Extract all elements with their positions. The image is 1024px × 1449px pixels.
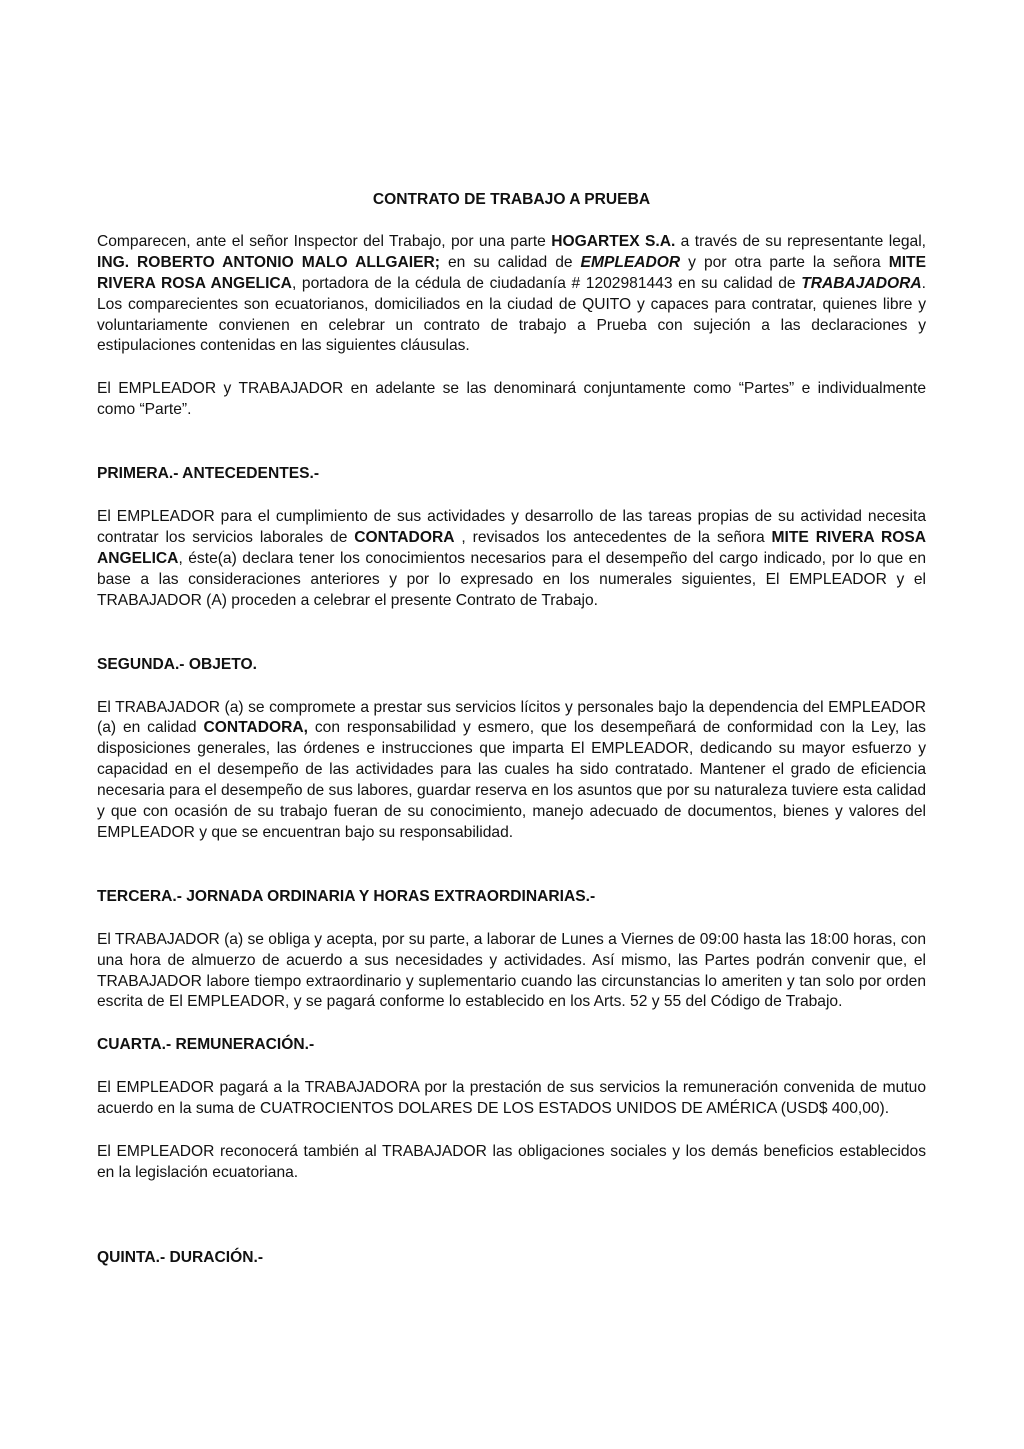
clause-heading-primera: PRIMERA.- ANTECEDENTES.- [97, 465, 320, 483]
intro-text: . Los comparecientes son ecuatorianos, domiciliados en la ciudad de QUITO y capaces para contratar, quienes libre y voluntariamente convienen en celebrar un contrato de trabajo a Prueba con sujeción a las declaraciones y estipulaciones contenidas en las siguientes cláusulas. [97, 274, 926, 355]
clause-text: , revisados los antecedentes de la señora [454, 528, 772, 546]
clause-heading-quinta: QUINTA.- DURACIÓN.- [97, 1248, 264, 1266]
clause-segunda-text [97, 698, 926, 844]
intro-text: , portadora de la cédula de ciudadanía # 1202981443 en su calidad de [291, 274, 802, 292]
employer-role: EMPLEADOR [580, 253, 681, 271]
clause-text: con responsabilidad y esmero, que los desempeñará de conformidad con la Ley, las disposiciones generales, las órdenes e instrucciones que imparta El EMPLEADOR, dedicando su mayor esfuerzo y capacidad en el desempeño de las actividades para las cuales ha sido contratado. Mantener el grado de eficiencia necesaria para el desempeño de sus labores, guardar reserva en los asuntos que por su naturaleza tuviere esta calidad y que con ocasión de su trabajo fueran de su conocimiento, manejo adecuado de documentos, bienes y valores del EMPLEADOR y que se encuentran bajo su responsabilidad. [97, 719, 926, 841]
job-title: CONTADORA [354, 528, 455, 546]
company-name: HOGARTEX S.A. [551, 232, 676, 250]
clause-text: El TRABAJADOR (a) se compromete a prestar sus servicios lícitos y personales bajo la dependencia del EMPLEADOR (a) en calidad [97, 698, 926, 737]
intro-text: a través de su representante legal, [675, 232, 927, 250]
clause-cuarta-text: El EMPLEADOR pagará a la TRABAJADORA por la prestación de sus servicios la remuneración convenida de mutuo acuerdo en la suma de CUATROCIENTOS DOLARES DE LOS ESTADOS UNIDOS DE AMÉRICA (USD$ 400,00). [97, 1079, 926, 1118]
intro-text: y por otra parte la señora [680, 253, 889, 271]
intro-text: Comparecen, ante el señor Inspector del Trabajo, por una parte [97, 232, 552, 250]
worker-role: TRABAJADORA [801, 274, 922, 292]
worker-name: MITE RIVERA ROSA ANGELICA [97, 253, 926, 292]
job-title: CONTADORA, [203, 719, 308, 737]
document-title: CONTRATO DE TRABAJO A PRUEBA [372, 191, 651, 208]
intro-text: en su calidad de [439, 253, 581, 271]
clause-heading-tercera: TERCERA.- JORNADA ORDINARIA Y HORAS EXTRAORDINARIAS.- [97, 887, 596, 905]
parties-paragraph: El EMPLEADOR y TRABAJADOR en adelante se las denominará conjuntamente como “Partes” e individualmente como “Parte”. [97, 380, 926, 419]
clause-primera-text [97, 507, 926, 612]
representative-name: ING. ROBERTO ANTONIO MALO ALLGAIER; [97, 253, 440, 271]
worker-name: MITE RIVERA ROSA ANGELICA [97, 528, 926, 567]
clause-cuarta-benefits: El EMPLEADOR reconocerá también al TRABAJADOR las obligaciones sociales y los demás beneficios establecidos en la legislación ecuatoriana. [97, 1143, 926, 1181]
intro-paragraph [97, 232, 926, 357]
clause-heading-segunda: SEGUNDA.- OBJETO. [97, 655, 258, 673]
clause-text: El EMPLEADOR para el cumplimiento de sus actividades y desarrollo de las tareas propias de su actividad necesita contratar los servicios laborales de [97, 508, 926, 546]
document-page [97, 190, 926, 1269]
clause-text: , éste(a) declara tener los conocimientos necesarios para el desempeño del cargo indicado, por lo que en base a las consideraciones anteriores y por lo expresado en los numerales siguientes, El EMPLEADOR y el TRABAJADOR (A) proceden a celebrar el presente Contrato de Trabajo. [97, 549, 926, 609]
clause-tercera-text: El TRABAJADOR (a) se obliga y acepta, por su parte, a laborar de Lunes a Viernes de 09:00 hasta las 18:00 horas, con una hora de almuerzo de acuerdo a sus necesidades y actividades. Así mismo, las Partes podrán convenir que, el TRABAJADOR labore tiempo extraordinario y suplementario cuando las circunstancias lo ameriten y tan solo por orden escrita de El EMPLEADOR, y se pagará conforme lo establecido en los Arts. 52 y 55 del Código de Trabajo. [97, 930, 926, 1011]
clause-heading-cuarta: CUARTA.- REMUNERACIÓN.- [97, 1036, 315, 1054]
